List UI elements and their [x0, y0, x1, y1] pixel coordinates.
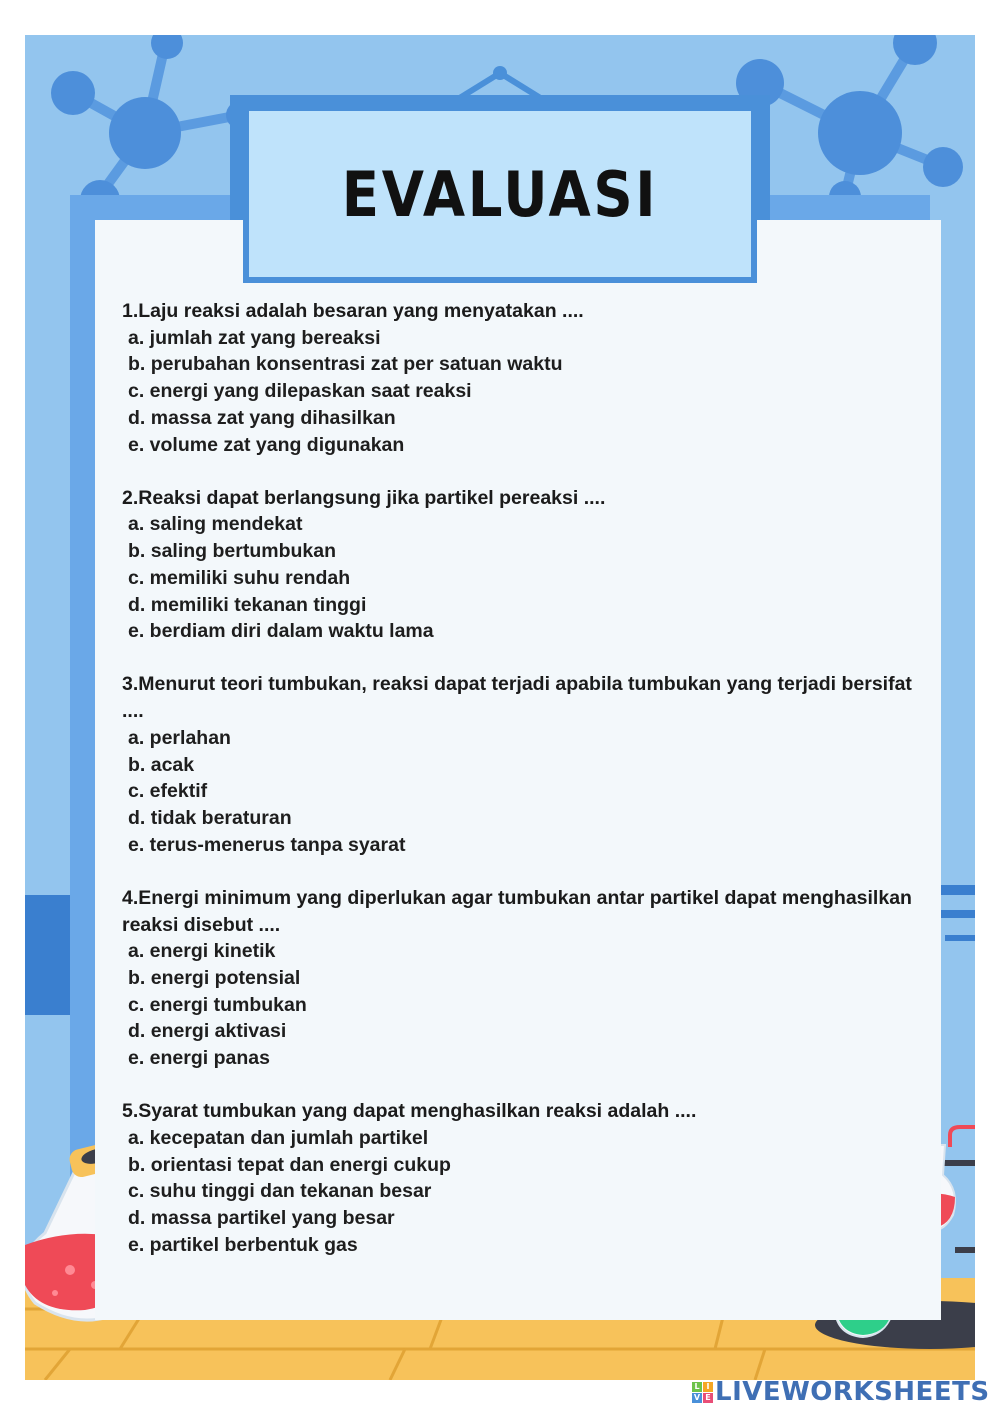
answer-option[interactable]: b. acak: [128, 753, 195, 776]
question-stem: 2.Reaksi dapat berlangsung jika partikel pereaksi ....: [122, 486, 606, 509]
title-board: [243, 105, 757, 283]
liveworksheets-logo[interactable]: [692, 1376, 990, 1408]
answer-option[interactable]: e. terus-menerus tanpa syarat: [128, 833, 406, 856]
answer-option[interactable]: d. memiliki tekanan tinggi: [128, 593, 367, 616]
logo-letter: I: [703, 1382, 713, 1392]
answer-option[interactable]: b. orientasi tepat dan energi cukup: [128, 1153, 451, 1176]
question-item: [122, 298, 912, 458]
brand-name: LIVEWORKSHEETS: [715, 1377, 990, 1407]
question-item: [122, 885, 912, 1072]
question-list: [122, 298, 912, 1285]
answer-option[interactable]: e. berdiam diri dalam waktu lama: [128, 620, 434, 643]
answer-option[interactable]: d. energi aktivasi: [128, 1020, 287, 1043]
question-stem: 4.Energi minimum yang diperlukan agar tumbukan antar partikel dapat menghasilkan reaksi disebut ....: [122, 886, 912, 936]
answer-option[interactable]: c. suhu tinggi dan tekanan besar: [128, 1180, 432, 1203]
logo-mark-icon: [692, 1382, 713, 1403]
answer-option[interactable]: b. perubahan konsentrasi zat per satuan waktu: [128, 353, 563, 376]
answer-option[interactable]: d. tidak beraturan: [128, 806, 292, 829]
answer-option[interactable]: d. massa zat yang dihasilkan: [128, 406, 396, 429]
answer-option[interactable]: e. partikel berbentuk gas: [128, 1233, 358, 1256]
answer-option[interactable]: c. memiliki suhu rendah: [128, 566, 351, 589]
logo-letter: L: [692, 1382, 702, 1392]
answer-option[interactable]: c. energi yang dilepaskan saat reaksi: [128, 380, 472, 403]
answer-option[interactable]: a. energi kinetik: [128, 940, 276, 963]
question-stem: 3.Menurut teori tumbukan, reaksi dapat terjadi apabila tumbukan yang terjadi bersifat ....: [122, 673, 912, 723]
answer-option[interactable]: a. perlahan: [128, 726, 231, 749]
question-item: [122, 671, 912, 858]
answer-option[interactable]: e. energi panas: [128, 1047, 270, 1070]
question-stem: 5.Syarat tumbukan yang dapat menghasilkan reaksi adalah ....: [122, 1100, 697, 1123]
hanger-pin-icon: [493, 66, 507, 80]
answer-option[interactable]: b. saling bertumbukan: [128, 540, 337, 563]
answer-option[interactable]: a. saling mendekat: [128, 513, 303, 536]
question-item: [122, 485, 912, 645]
answer-option[interactable]: a. jumlah zat yang bereaksi: [128, 326, 381, 349]
answer-option[interactable]: b. energi potensial: [128, 966, 301, 989]
question-stem: 1.Laju reaksi adalah besaran yang menyatakan ....: [122, 300, 584, 322]
page-title: EVALUASI: [341, 157, 659, 231]
logo-letter: V: [693, 1393, 701, 1402]
question-item: [122, 1098, 912, 1258]
answer-option[interactable]: a. kecepatan dan jumlah partikel: [128, 1126, 429, 1149]
answer-option[interactable]: e. volume zat yang digunakan: [128, 433, 405, 456]
answer-option[interactable]: c. energi tumbukan: [128, 993, 307, 1016]
logo-letter: E: [703, 1393, 713, 1403]
answer-option[interactable]: c. efektif: [128, 780, 208, 803]
answer-option[interactable]: d. massa partikel yang besar: [128, 1207, 395, 1230]
